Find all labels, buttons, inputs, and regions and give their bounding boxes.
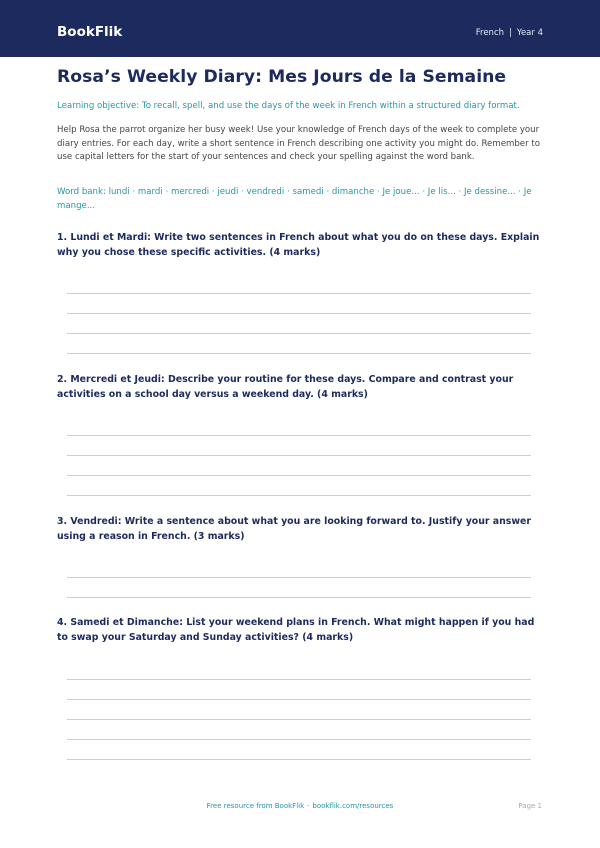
answer-line[interactable]: [67, 699, 531, 700]
question-2: 2. Mercredi et Jeudi: Describe your routine for these days. Compare and contrast your activities on a school day versus a weekend day. (4 marks): [57, 374, 514, 400]
answer-line[interactable]: [67, 577, 531, 578]
brand-logo: BookFlik: [57, 24, 123, 40]
answer-line[interactable]: [67, 739, 531, 740]
question-3: 3. Vendredi: Write a sentence about what you are looking forward to. Justify your answer using a reason in French. (3 marks): [57, 516, 532, 542]
footer-separator: ·: [307, 802, 310, 810]
answer-line[interactable]: [67, 455, 531, 456]
answer-line[interactable]: [67, 597, 531, 598]
answer-line[interactable]: [67, 759, 531, 760]
footer-link[interactable]: bookflik.com/resources: [312, 802, 394, 810]
answer-line[interactable]: [67, 679, 531, 680]
year-label: Year 4: [516, 28, 543, 38]
footer-credit: [0, 800, 600, 812]
subject-label: French: [475, 28, 505, 38]
intro-paragraph: Help Rosa the parrot organize her busy week! Use your knowledge of French days of the week to complete your diary entries. For each day, write a short sentence in French describing one activity you might do. Remember to use capital letters for the start of your sentences and check your spelling against the word bank.: [57, 125, 540, 162]
answer-line[interactable]: [67, 353, 531, 354]
question-4: 4. Samedi et Dimanche: List your weekend plans in French. What might happen if you had to swap your Saturday and Sunday activities? (4 marks): [57, 617, 535, 643]
answer-line[interactable]: [67, 293, 531, 294]
answer-line[interactable]: [67, 313, 531, 314]
answer-line[interactable]: [67, 435, 531, 436]
answer-line[interactable]: [67, 475, 531, 476]
answer-line[interactable]: [67, 719, 531, 720]
page-number: Page 1: [518, 802, 542, 810]
word-bank: Word bank: lundi · mardi · mercredi · jeudi · vendredi · samedi · dimanche · Je joue... · Je lis... · Je dessine... · Je mange...: [57, 187, 532, 211]
header-bar: [0, 0, 600, 57]
question-1: 1. Lundi et Mardi: Write two sentences in French about what you do on these days. Explain why you chose these specific activities. (4 marks): [57, 232, 540, 258]
header-separator: |: [509, 28, 512, 38]
learning-objective: Learning objective: To recall, spell, and use the days of the week in French within a structured diary format.: [57, 101, 520, 111]
footer-source: Free resource from BookFlik: [206, 802, 305, 810]
answer-line[interactable]: [67, 495, 531, 496]
worksheet-title: Rosa’s Weekly Diary: Mes Jours de la Semaine: [57, 67, 507, 87]
subject-year-label: [476, 26, 543, 40]
answer-line[interactable]: [67, 333, 531, 334]
